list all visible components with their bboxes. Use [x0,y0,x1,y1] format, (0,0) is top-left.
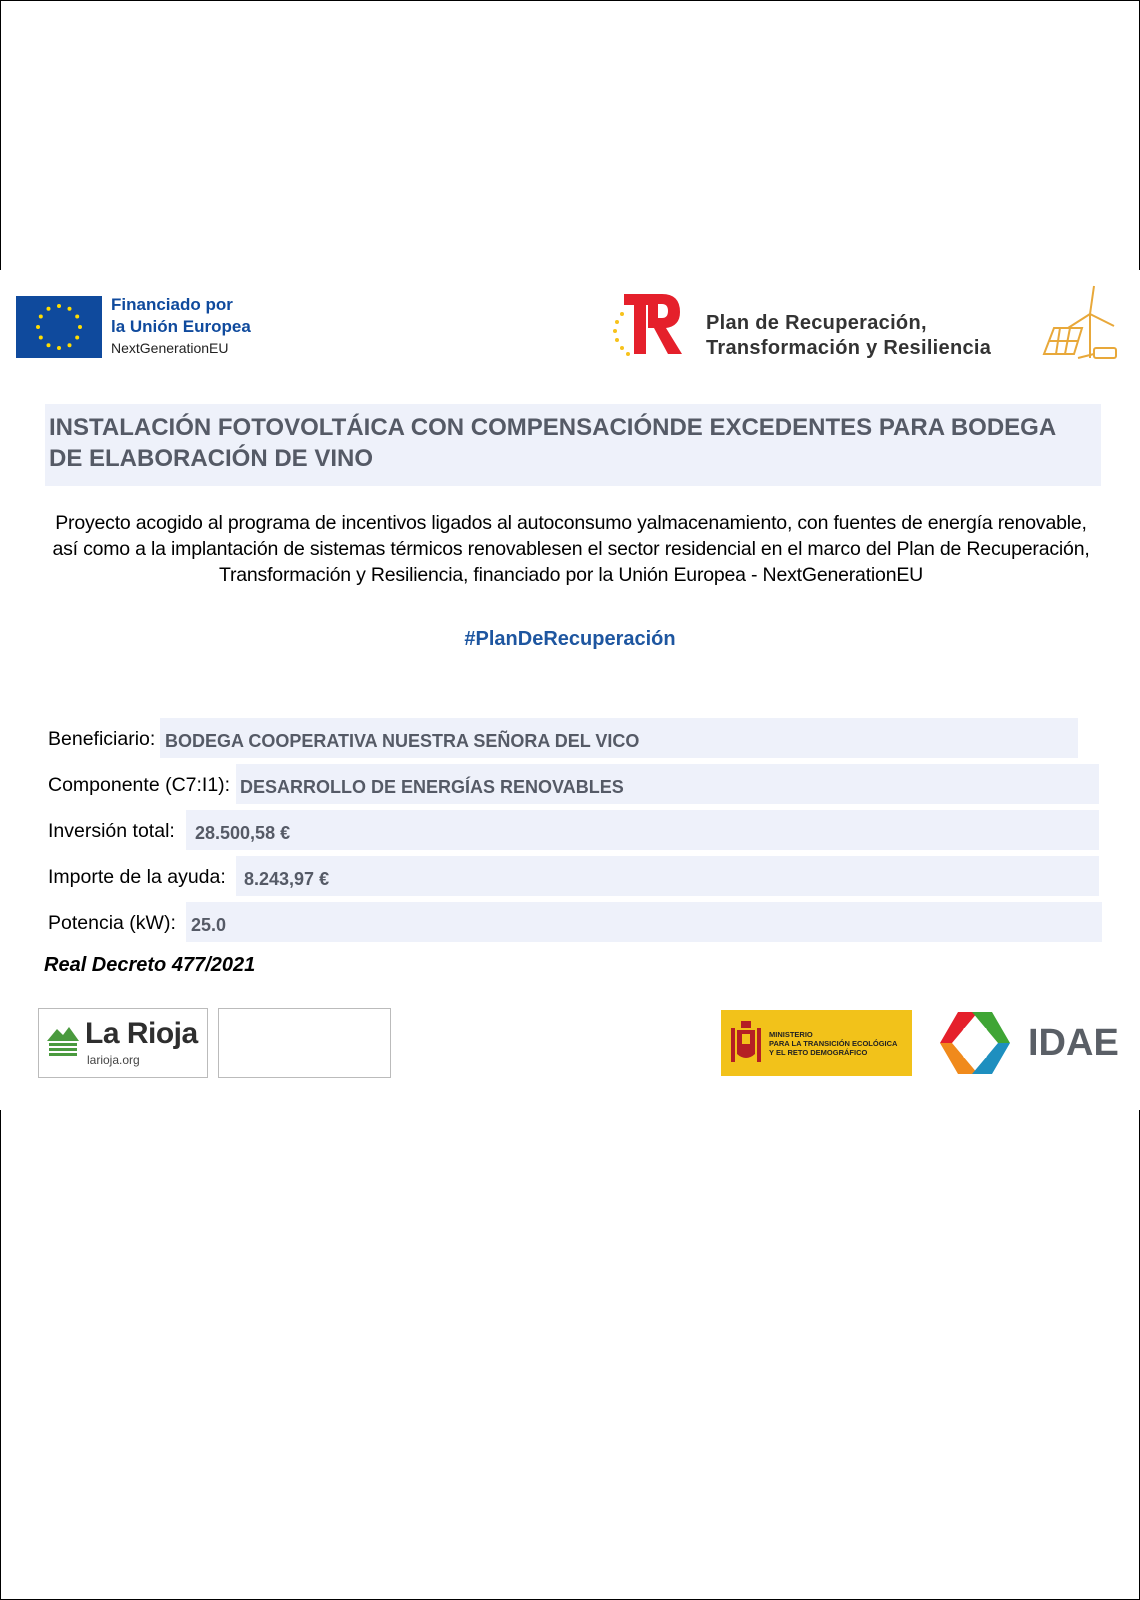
potencia-box [186,902,1102,942]
hashtag-link[interactable]: #PlanDeRecuperación [464,628,676,650]
eu-nextgen-label: NextGenerationEU [111,340,229,356]
wind-solar-icon [1040,284,1120,364]
potencia-value: 25.0 [191,915,227,935]
importe-value: 8.243,97 € [244,869,330,889]
componente-label: Componente (C7:I1): [48,774,231,796]
inversion-label: Inversión total: [48,820,175,842]
beneficiario-value: BODEGA COOPERATIVA NUESTRA SEÑORA DEL VICO [165,731,640,751]
project-title-box [45,404,1101,486]
componente-value: DESARROLLO DE ENERGÍAS RENOVABLES [240,777,624,797]
ministerio-logo [721,1010,912,1076]
ministerio-text: MINISTERIO PARA LA TRANSICIÓN ECOLÓGICA Y EL RETO DEMOGRÁFICO [769,1030,898,1057]
la-rioja-url: larioja.org [87,1053,140,1067]
idae-logo-icon [928,1008,1022,1078]
eu-flag-logo [16,296,102,358]
plan-recuperacion-line2: Transformación y Resiliencia [706,337,992,359]
eu-financed-line2: la Unión Europea [111,317,251,336]
inversion-box [186,810,1099,850]
importe-label: Importe de la ayuda: [48,866,226,888]
importe-box [236,856,1099,896]
project-poster [0,270,1140,1110]
la-rioja-mountain-icon [45,1023,81,1057]
la-rioja-logo [38,1008,208,1078]
inversion-value: 28.500,58 € [195,823,291,843]
potencia-label: Potencia (kW): [48,912,176,934]
eu-financed-line1: Financiado por [111,295,233,314]
decree-reference: Real Decreto 477/2021 [44,954,256,976]
spain-coat-of-arms-icon [727,1018,765,1068]
project-title: INSTALACIÓN FOTOVOLTÁICA CON COMPENSACIÓNDE EXCEDENTES PARA BODEGA DE ELABORACIÓN DE VINO [49,414,1056,472]
plan-recuperacion-line1: Plan de Recuperación, [706,312,927,334]
empty-logo-box [218,1008,391,1078]
beneficiario-label: Beneficiario: [48,728,156,750]
la-rioja-name: La Rioja [85,1017,198,1050]
project-description: Proyecto acogido al programa de incentivos ligados al autoconsumo yalmacenamiento, con fuentes de energía renovable, así como a la implantación de sistemas térmicos renovablesen el sector residencial en el marco del Plan de Recuperación, Transformación y Resiliencia, financiado por la Unión Europea - NextGenerationEU [52,512,1090,586]
idae-wordmark: IDAE [1028,1022,1119,1064]
tr-logo-icon [610,290,690,362]
